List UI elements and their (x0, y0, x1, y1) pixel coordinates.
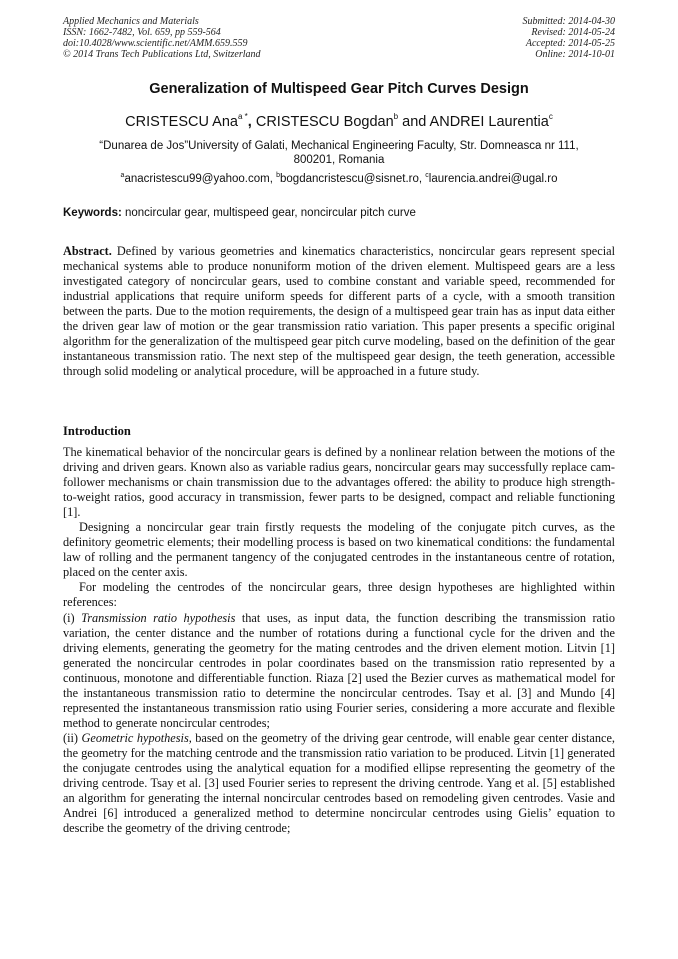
hypothesis-1-title: Transmission ratio hypothesis (81, 610, 236, 625)
affiliation: “Dunarea de Jos”University of Galati, Mechanical Engineering Faculty, Str. Domneasca nr 111, 800201, Romania (99, 140, 579, 166)
revised-date: Revised: 2014-05-24 (531, 27, 615, 38)
author-3-sup: c (548, 112, 553, 121)
intro-paragraph-3: For modeling the centrodes of the noncircular gears, three design hypotheses are highlighted within references: (63, 580, 615, 610)
author-2: CRISTESCU Bogdan (251, 114, 394, 130)
doi: doi:10.4028/www.scientific.net/AMM.659.559 (63, 38, 248, 49)
author-2-sup: b (393, 112, 399, 121)
keywords-label: Keywords: (63, 207, 122, 219)
abstract (63, 244, 615, 379)
author-1-sup: a * (237, 112, 248, 121)
intro-paragraph-5 (63, 731, 615, 836)
author-1: CRISTESCU Ana (125, 114, 238, 130)
abstract-label: Abstract. (63, 244, 112, 258)
email-1-sup: a (120, 172, 125, 179)
email-2-sup: b (276, 172, 281, 179)
introduction-body (63, 445, 615, 836)
hypothesis-2-text: based on the geometry of the driving gear centrode, will enable gear center distance, the geometry for the matching centrode and the transmission ratio variation to be produced. Litvin [1] generated the conjugate centrodes using the analytical equation for a modified ellipse representing the geometry of the driving centrode. Tsay et al. [3] used Fourier series to represent the driving centrode. Yang et al. [5] established an algorithm for generating the internal noncircular centrodes based on remodeling given centrodes. Vasie and Andrei [6] introduced a generalized method to determine noncircular centrodes using Gielis’ equation to describe the geometry of the driving centrode; (63, 730, 615, 836)
email-3-sup: c (425, 172, 429, 179)
author-separator: , (247, 114, 252, 130)
intro-paragraph-4 (63, 611, 615, 731)
email-1: anacristescu99@yahoo.com, (124, 173, 277, 185)
author-3: and ANDREI Laurentia (398, 114, 549, 130)
authors-line (63, 112, 615, 130)
dates-info (523, 16, 616, 60)
intro-paragraph-1: The kinematical behavior of the noncircular gears is defined by a nonlinear relation between the motions of the driving and driven gears. Known also as variable radius gears, noncircular gears may successfully replace cam-follower mechanisms or chain transmission due to the advantages offered: the ability to produce high strength-to-weight ratios, good accuracy in transmission, fewer parts to be designed, compact and reliable functioning [1]. (63, 445, 615, 520)
hypothesis-2-label: (ii) (63, 730, 82, 745)
hypothesis-1-label: (i) (63, 610, 82, 625)
section-heading-introduction: Introduction (63, 424, 131, 438)
paper-title: Generalization of Multispeed Gear Pitch Curves Design (149, 81, 529, 97)
hypothesis-1-text: that uses, as input data, the function describing the transmission ratio variation, the center distance and the number of rotations during a functional cycle for the driven and the driving elements, generating the geometry for the mating centrodes and the driven element motion. Litvin [1] generated the noncircular centrodes in polar coordinates based on the transmission ratio represented by a continuous, monotone and differentiable function. Riaza [2] used the Bezier curves as mathematical model for the instantaneous transmission ratio to determine the noncircular centrodes. Tsay et al. [3] and Mundo [4] represented the instantaneous transmission ratio using Fourier series, considering a more accurate and flexible method to generate noncircular centrodes; (63, 610, 615, 730)
intro-paragraph-2: Designing a noncircular gear train firstly requests the modeling of the conjugate pitch curves, as the definitory geometric elements; their modelling process is based on two kinematical conditions: the fundamental law of rolling and the permanent tangency of the conjugated centrodes in the instantaneous centre of rotation, placed on the center axis. (63, 520, 615, 580)
journal-info (63, 16, 261, 60)
issn: ISSN: 1662-7482, Vol. 659, pp 559-564 (63, 27, 221, 38)
copyright: © 2014 Trans Tech Publications Ltd, Switzerland (63, 49, 261, 60)
submitted-date: Submitted: 2014-04-30 (522, 16, 615, 27)
accepted-date: Accepted: 2014-05-25 (525, 38, 615, 49)
keywords (63, 207, 615, 219)
email-3: laurencia.andrei@ugal.ro (428, 173, 558, 185)
journal-name: Applied Mechanics and Materials (63, 16, 199, 27)
emails-line (63, 172, 615, 185)
hypothesis-2-title: Geometric hypothesis, (81, 730, 192, 745)
abstract-text: Defined by various geometries and kinematics characteristics, noncircular gears represent special mechanical systems able to produce nonuniform motion of the driven element. Multispeed gears are a less investigated category of noncircular gears, used to combine constant and variable speed, recommended for industrial applications that require uniform speeds for different parts of a cycle, with a smooth transition between the parts. Due to the motion requirements, the design of a multispeed gear train has as input data either the driven gear law of motion or the gear transmission ratio variation. This paper presents a specific original algorithm for the generalization of the multispeed gear pitch curve modeling, based on the definition of the gear instantaneous transmission ratio. The next step of the multispeed gear design, the teeth generation, accessible through solid modeling or analytical procedure, will be approached in a future study. (63, 244, 615, 379)
email-2: bogdancristescu@sisnet.ro, (280, 173, 426, 185)
online-date: Online: 2014-10-01 (535, 49, 615, 60)
keywords-text: noncircular gear, multispeed gear, noncircular pitch curve (121, 207, 416, 219)
